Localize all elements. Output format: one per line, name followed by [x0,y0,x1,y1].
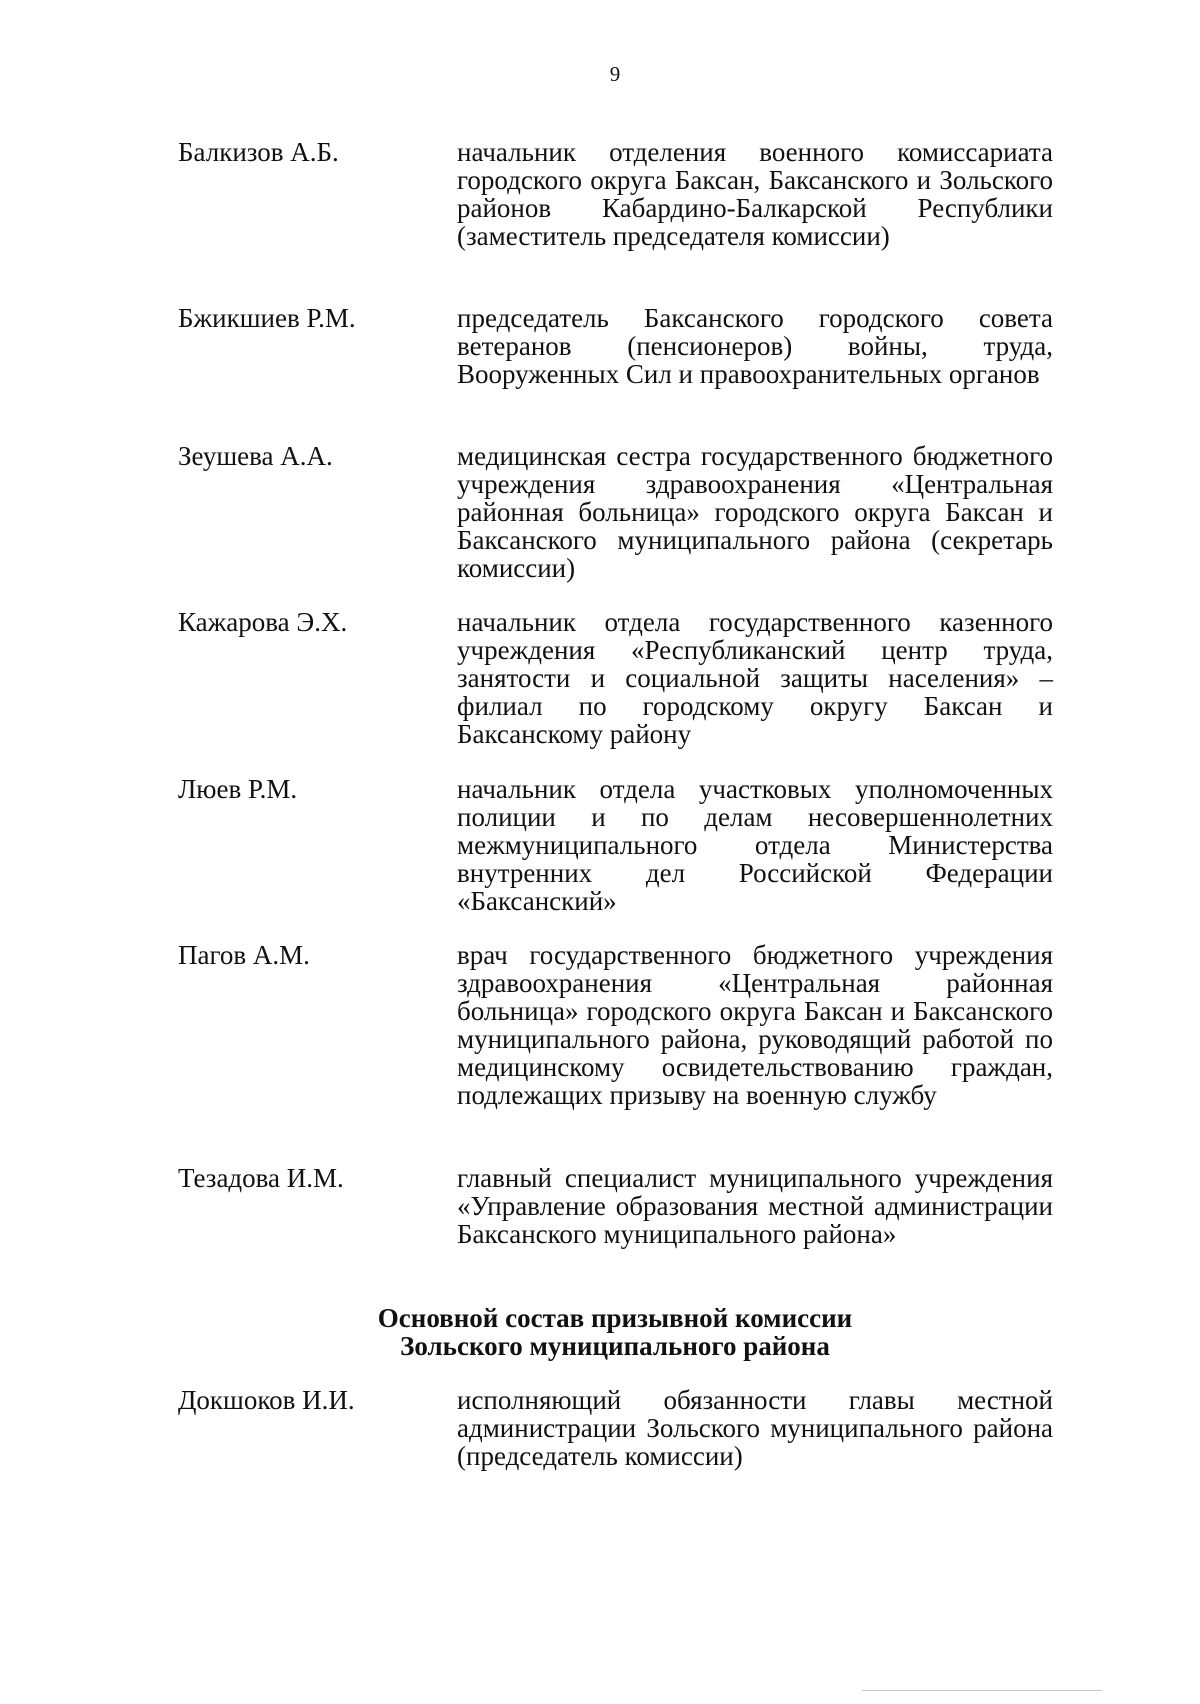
member-name: Кажарова Э.Х. [178,607,348,637]
member-position: начальник отделения военного комиссариата городского округа Баксан, Баксанского и Зольского районов Кабардино-Балкарской Республики (заместитель председателя комиссии) [457,137,1053,251]
member-name: Пагов А.М. [178,940,310,970]
section-heading-line: Основной состав призывной комиссии [377,1303,853,1333]
member-position: исполняющий обязанности главы местной администрации Зольского муниципального района (председатель комиссии) [457,1385,1053,1471]
member-name: Тезадова И.М. [178,1163,344,1193]
member-name: Люев Р.М. [178,774,298,804]
member-name: Докшоков И.И. [178,1385,355,1415]
member-name: Балкизов А.Б. [178,137,339,167]
member-name: Бжикшиев Р.М. [178,303,356,333]
member-name: Зеушева А.А. [178,441,333,471]
member-position: начальник отдела участковых уполномоченных полиции и по делам несовершеннолетних межмуниципального отдела Министерства внутренних дел Российской Федерации «Баксанский» [457,774,1053,916]
section-heading-line: Зольского муниципального района [400,1331,830,1361]
member-position: председатель Баксанского городского совета ветеранов (пенсионеров) войны, труда, Вооруженных Сил и правоохранительных органов [457,303,1053,389]
page-number: 9 [609,62,621,86]
member-position: начальник отдела государственного казенного учреждения «Республиканский центр труда, занятости и социальной защиты населения» – филиал по городскому округу Баксан и Баксанскому району [457,607,1053,749]
member-position: главный специалист муниципального учреждения «Управление образования местной администрации Баксанского муниципального района» [457,1163,1053,1249]
section-heading [0,1304,1200,1360]
member-position: врач государственного бюджетного учреждения здравоохранения «Центральная районная больница» городского округа Баксан и Баксанского муниципального района, руководящий работой по медицинскому освидетельствованию граждан, подлежащих призыву на военную службу [457,940,1053,1110]
member-position: медицинская сестра государственного бюджетного учреждения здравоохранения «Центральная районная больница» городского округа Баксан и Баксанского муниципального района (секретарь комиссии) [457,441,1053,583]
scan-artifact-line [862,1690,1102,1691]
